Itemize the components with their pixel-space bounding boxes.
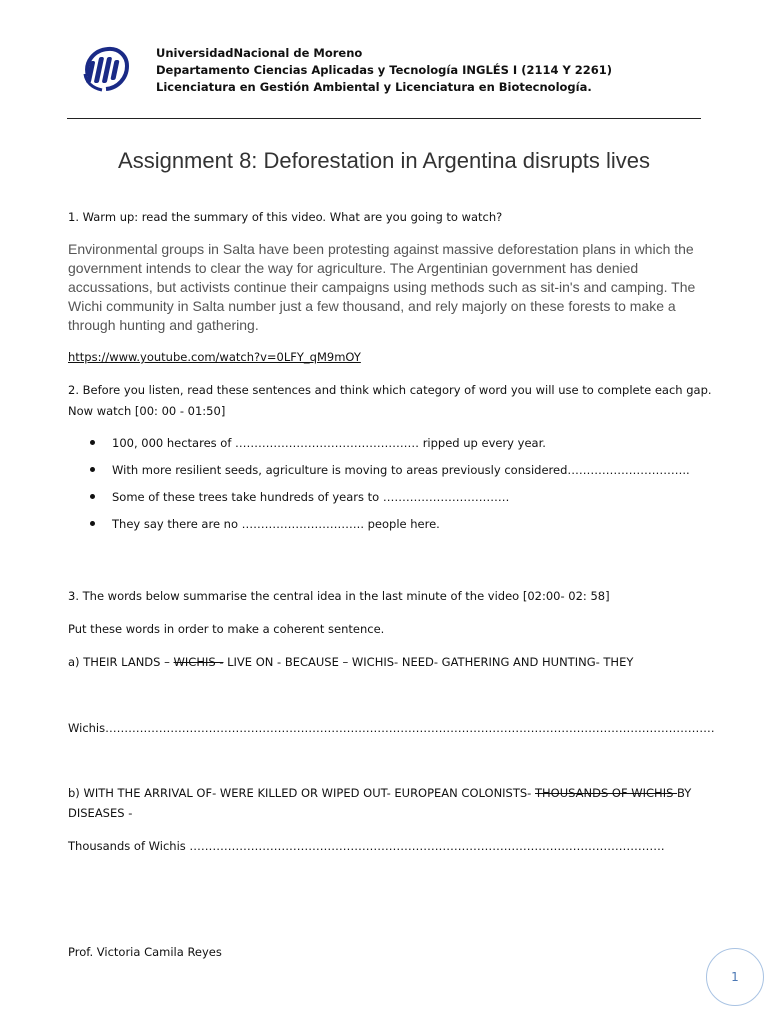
question-3a-struck-word: WICHIS - [173, 655, 224, 669]
list-item [90, 517, 690, 544]
gap-sentence: With more resilient seeds, agriculture is moving to areas previously considered………………………….. [112, 463, 690, 477]
page-title: Assignment 8: Deforestation in Argentina disrupts lives [118, 148, 650, 173]
question-3b-struck-word: THOUSANDS OF WICHIS [535, 786, 678, 800]
question-2-prompt: 2. Before you listen, read these sentences and think which category of word you will use to complete each gap. [68, 383, 712, 397]
bullet-icon [90, 467, 95, 472]
list-item [90, 436, 690, 463]
gap-sentence: 100, 000 hectares of ………………………………………… ripped up every year. [112, 436, 546, 450]
author-name: Prof. Victoria Camila Reyes [68, 945, 222, 959]
question-1-prompt: 1. Warm up: read the summary of this video. What are you going to watch? [68, 210, 503, 224]
question-3a-prefix: a) THEIR LANDS – [68, 655, 174, 669]
question-3-instruction: Put these words in order to make a coherent sentence. [68, 622, 385, 636]
video-summary: Environmental groups in Salta have been protesting against massive deforestation plans in which the government intends to clear the way for agriculture. The Argentinian government has denied accussations, but activists continue their campaigns using methods such as sit-in's and camping. The Wichi community in Salta number just a few thousand, and rely majorly on these forests to make a through hunting and gathering. [68, 241, 696, 333]
header-divider [67, 118, 701, 119]
question-3b-answer-line[interactable]: Thousands of Wichis ……………………………………………………………………………………………………………. [68, 839, 665, 853]
gap-fill-list [90, 436, 690, 544]
question-3b-suffix: BY [677, 786, 692, 800]
bullet-icon [90, 521, 95, 526]
university-logo [82, 44, 130, 94]
header-degrees: Licenciatura en Gestión Ambiental y Licenciatura en Biotecnología. [156, 80, 592, 94]
list-item [90, 463, 690, 490]
header-department: Departamento Ciencias Aplicadas y Tecnología INGLÉS I (2114 Y 2261) [156, 63, 613, 77]
question-3a-words [68, 655, 633, 669]
page-number-badge: 1 [706, 948, 764, 1006]
bullet-icon [90, 494, 95, 499]
gap-sentence: They say there are no ………………………….. people here. [112, 517, 440, 531]
question-3a-answer-line[interactable]: Wichis…………………………………………………………………………………………………………………………………………… [68, 721, 715, 735]
question-3-prompt: 3. The words below summarise the central idea in the last minute of the video [02:00- 02: 58] [68, 589, 610, 603]
header-university: UniversidadNacional de Moreno [156, 46, 363, 60]
question-3b-words [68, 786, 691, 800]
list-item [90, 490, 690, 517]
question-3a-suffix: LIVE ON - BECAUSE – WICHIS- NEED- GATHERING AND HUNTING- THEY [223, 655, 634, 669]
gap-sentence: Some of these trees take hundreds of years to …………………………… [112, 490, 510, 504]
question-3b-prefix: b) WITH THE ARRIVAL OF- WERE KILLED OR WIPED OUT- EUROPEAN COLONISTS- [68, 786, 535, 800]
question-2-watch-range: Now watch [00: 00 - 01:50] [68, 404, 226, 418]
bullet-icon [90, 440, 95, 445]
video-link[interactable]: https://www.youtube.com/watch?v=0LFY_qM9mOY [68, 350, 361, 364]
question-3b-words-line2: DISEASES - [68, 806, 133, 820]
